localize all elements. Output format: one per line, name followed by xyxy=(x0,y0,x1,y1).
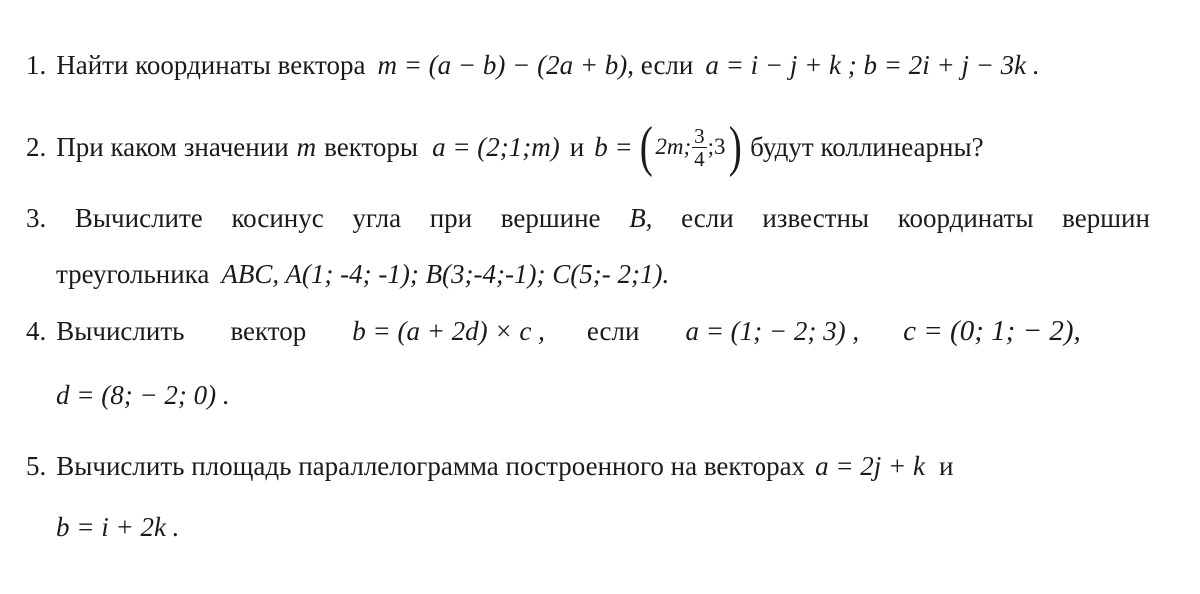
problem-1 xyxy=(26,48,1040,82)
problem-text: Вычислить площадь параллелограмма построенного на векторах xyxy=(56,451,806,481)
word: косинус xyxy=(231,203,324,233)
word: при xyxy=(429,203,473,233)
vector-a-coordinates: a = (2;1;m) xyxy=(432,132,560,162)
condition-word: , если xyxy=(627,50,694,80)
problem-4-line-1 xyxy=(26,314,1081,348)
problem-number: 5. xyxy=(26,451,47,481)
word-compute: Вычислить xyxy=(56,316,185,346)
vector-b-coordinates xyxy=(637,116,744,178)
problem-4-line-2 xyxy=(56,378,230,412)
word-vector: вектор xyxy=(230,316,307,346)
fraction xyxy=(692,125,707,170)
given-vectors: a = i − j + k ; b = 2i + j − 3k . xyxy=(705,50,1040,80)
vector-b-prefix: b = xyxy=(594,132,633,162)
word: координаты xyxy=(897,203,1034,233)
word: Вычислите xyxy=(74,203,203,233)
word: угла xyxy=(352,203,402,233)
vector-b-last: ;3 xyxy=(707,134,726,159)
word: известны xyxy=(762,203,870,233)
problem-text-end: будут коллинеарны? xyxy=(750,132,984,162)
problem-3-line-2 xyxy=(56,257,669,291)
vertex-label: B, xyxy=(629,203,653,233)
vector-a: a = 2j + k xyxy=(815,451,926,481)
vector-a: a = (1; − 2; 3) , xyxy=(685,316,860,346)
word-if: если xyxy=(586,316,640,346)
vector-formula: b = (a + 2d) × c , xyxy=(352,316,545,346)
conjunction: и xyxy=(569,132,585,162)
problem-2 xyxy=(26,118,984,176)
problem-text-start: При каком значении xyxy=(56,132,289,162)
left-paren: ( xyxy=(639,116,653,178)
problem-text: треугольника xyxy=(56,259,210,289)
problem-3-line-1 xyxy=(26,201,1150,235)
right-paren: ) xyxy=(728,116,742,178)
vector-formula: m = (a − b) − (2a + b) xyxy=(377,50,628,80)
problem-number: 1. xyxy=(26,50,47,80)
problem-5-line-2 xyxy=(56,510,179,544)
problem-text: Найти координаты вектора xyxy=(56,50,366,80)
fraction-numerator: 3 xyxy=(694,123,705,148)
vector-d: d = (8; − 2; 0) . xyxy=(56,380,230,410)
problem-number: 3. xyxy=(26,203,47,233)
vector-b-first: 2m; xyxy=(655,134,692,159)
vector-b: b = i + 2k . xyxy=(56,512,180,542)
problem-number: 4. xyxy=(26,316,47,346)
word: вершине xyxy=(500,203,601,233)
problem-5-line-1 xyxy=(26,449,953,483)
problem-number: 2. xyxy=(26,132,47,162)
problem-text-mid: векторы xyxy=(324,132,419,162)
fraction-denominator: 4 xyxy=(694,146,705,171)
conjunction: и xyxy=(939,451,954,481)
word: если xyxy=(681,203,734,233)
triangle-vertices: ABC, A(1; -4; -1); B(3;-4;-1); C(5;- 2;1). xyxy=(221,259,670,289)
vector-c: c = (0; 1; − 2), xyxy=(903,315,1081,347)
word: вершин xyxy=(1062,203,1150,233)
variable-m: m xyxy=(296,132,317,162)
